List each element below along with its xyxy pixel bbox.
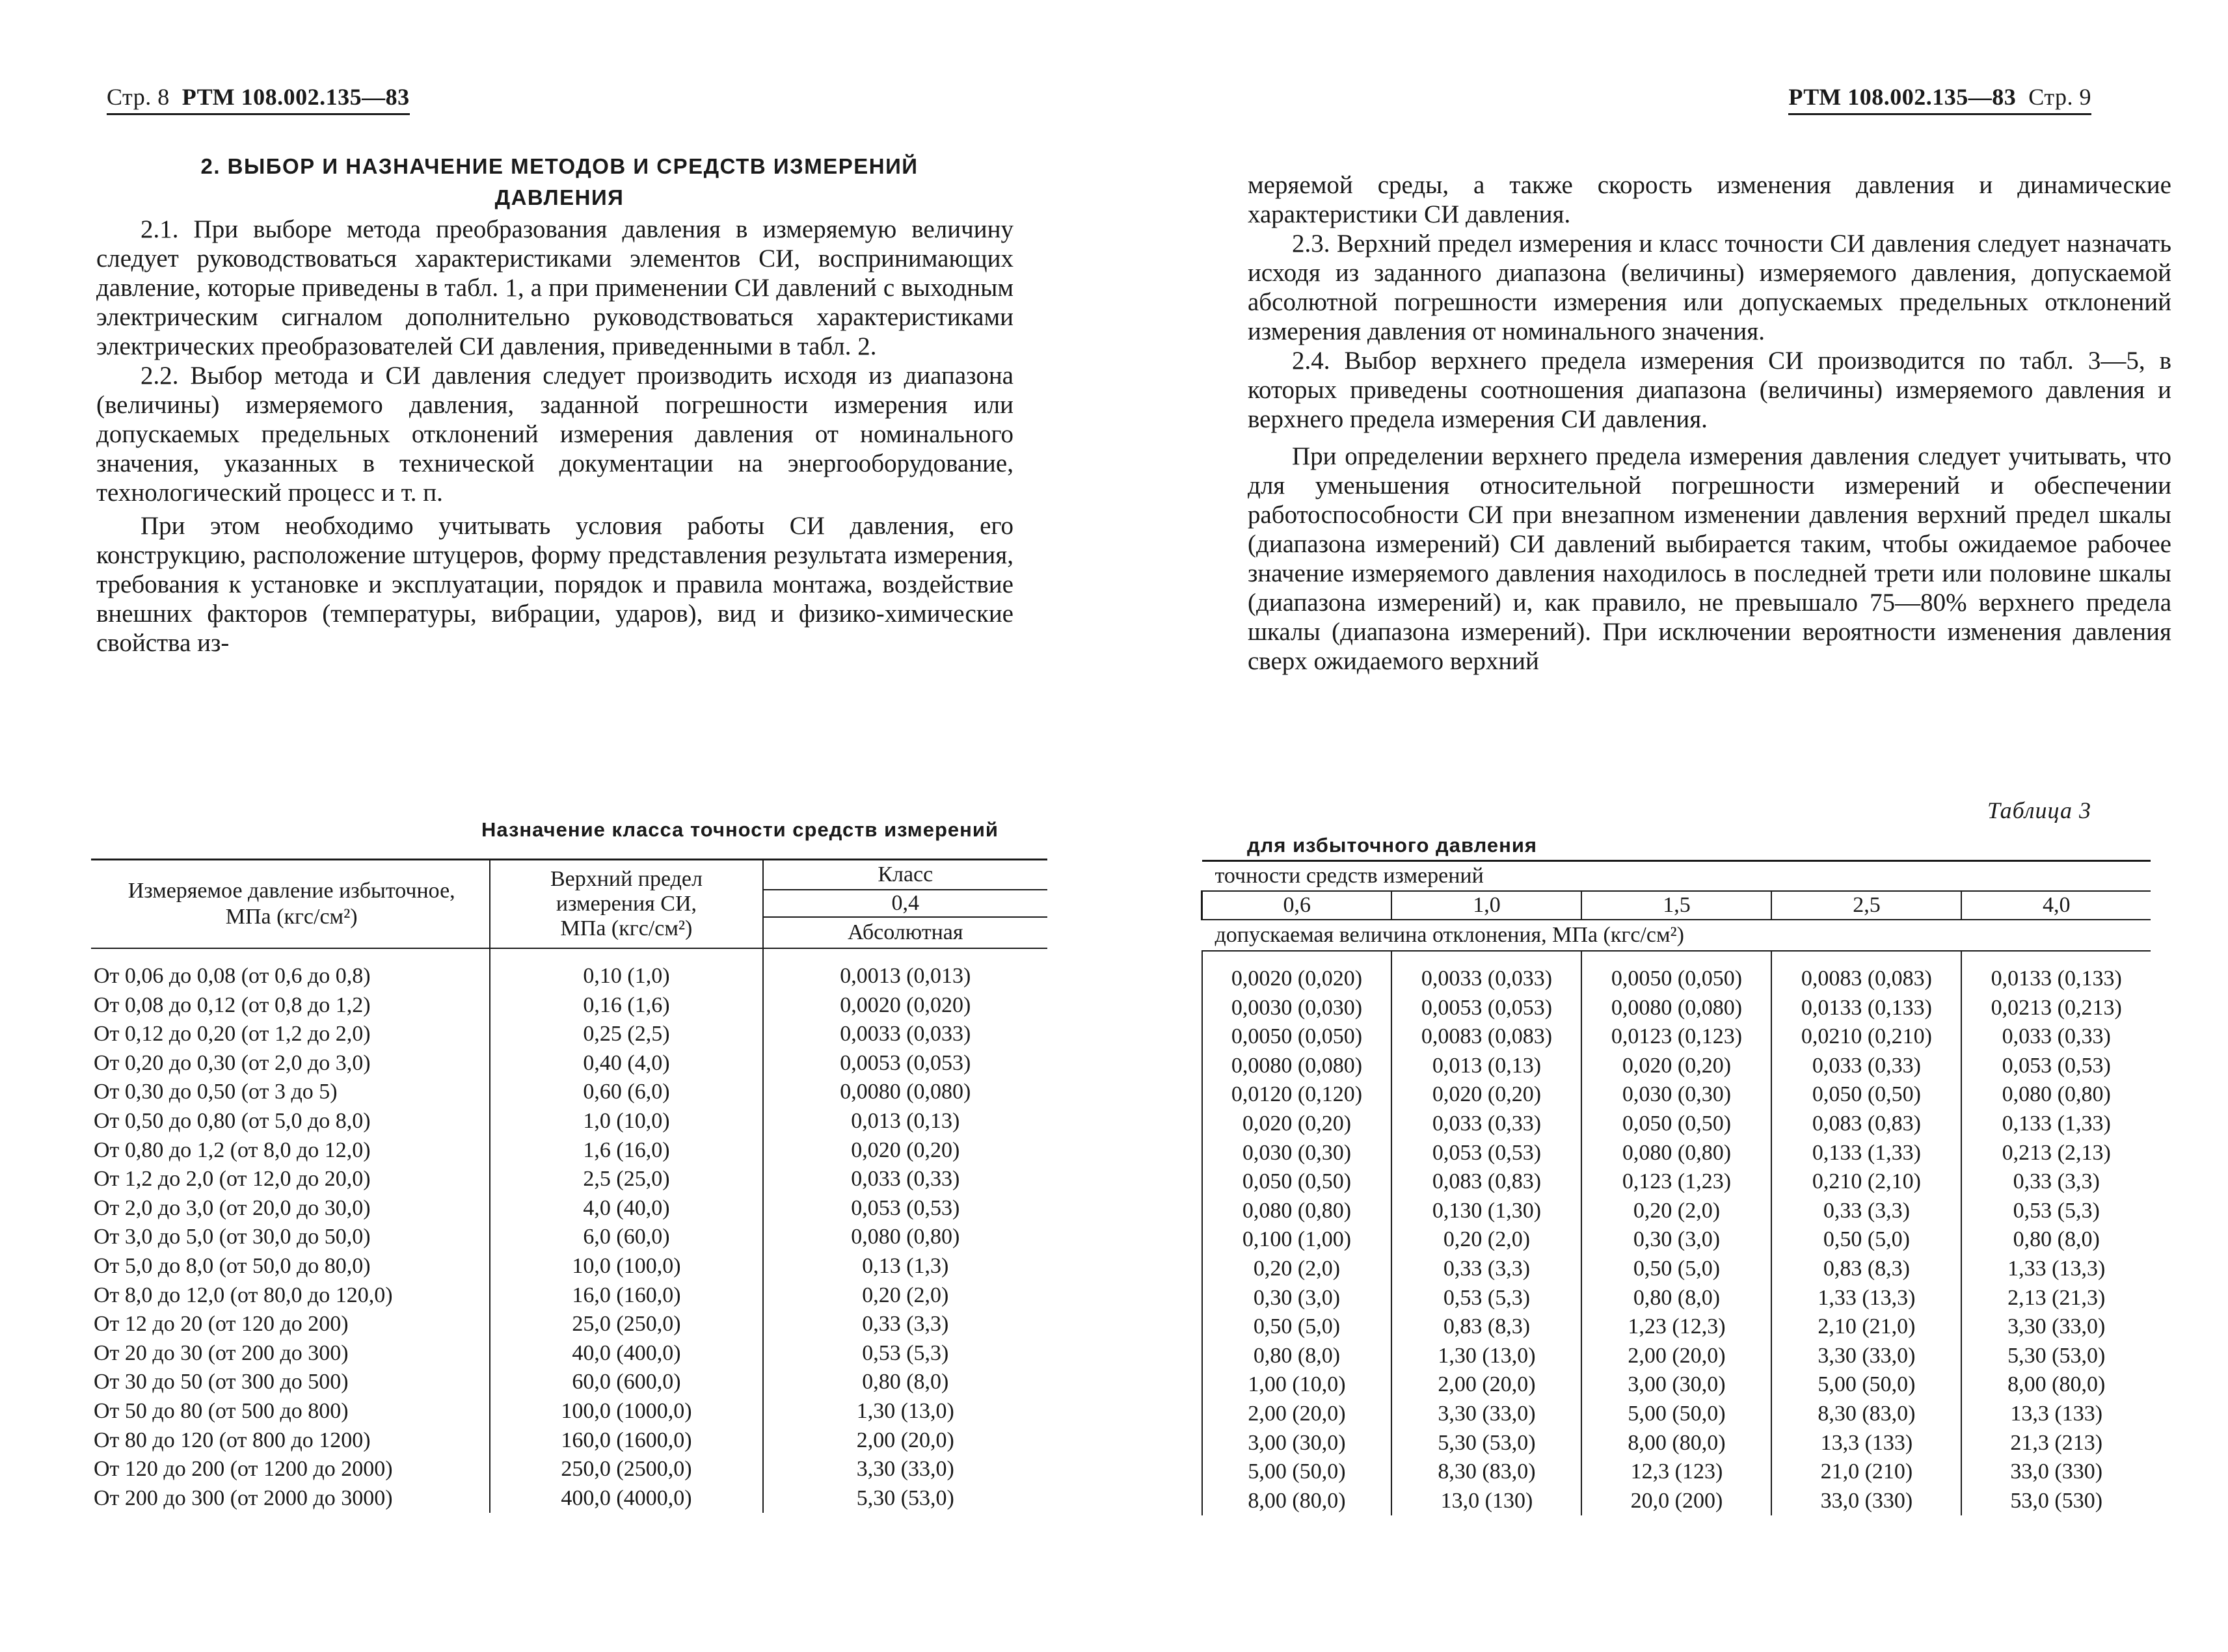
table-row bbox=[91, 1107, 1047, 1136]
deviation-cell: 0,0033 (0,033) bbox=[1391, 951, 1581, 994]
deviation-cell: 0,80 (8,0) bbox=[1202, 1342, 1392, 1371]
section-title-line-2: ДАВЛЕНИЯ bbox=[494, 185, 624, 209]
deviation-cell: 0,33 (3,3) bbox=[1961, 1167, 2151, 1197]
measured-pressure-cell: От 3,0 до 5,0 (от 30,0 до 50,0) bbox=[94, 1225, 371, 1249]
deviation-cell: 0,050 (0,50) bbox=[1771, 1080, 1961, 1110]
absolute-deviation-cell: 1,30 (13,0) bbox=[763, 1397, 1047, 1426]
deviation-cell: 0,080 (0,80) bbox=[1961, 1080, 2151, 1110]
table-label: Таблица 3 bbox=[1987, 797, 2091, 823]
table-row bbox=[1202, 1458, 2151, 1487]
deviation-cell: 1,00 (10,0) bbox=[1202, 1370, 1392, 1400]
measured-pressure-cell: От 0,20 до 0,30 (от 2,0 до 3,0) bbox=[94, 1050, 371, 1075]
absolute-deviation-cell: 0,80 (8,0) bbox=[763, 1368, 1047, 1397]
deviation-cell: 0,83 (8,3) bbox=[1391, 1312, 1581, 1342]
table-row bbox=[91, 1397, 1047, 1426]
deviation-cell: 0,0080 (0,080) bbox=[1202, 1052, 1392, 1081]
accuracy-class-table-left bbox=[91, 859, 1047, 1513]
deviation-cell: 13,3 (133) bbox=[1961, 1400, 2151, 1429]
deviation-cell: 0,083 (0,83) bbox=[1771, 1110, 1961, 1139]
absolute-deviation-cell: 0,0080 (0,080) bbox=[763, 1078, 1047, 1107]
upper-limit-cell: 4,0 (40,0) bbox=[490, 1194, 762, 1223]
deviation-cell: 0,133 (1,33) bbox=[1961, 1110, 2151, 1139]
upper-limit-cell: 60,0 (600,0) bbox=[490, 1368, 762, 1397]
table-row bbox=[91, 1078, 1047, 1107]
class-value-header: 0,4 bbox=[763, 890, 1047, 917]
deviation-cell: 33,0 (330) bbox=[1771, 1487, 1961, 1516]
deviation-cell: 0,0083 (0,083) bbox=[1771, 951, 1961, 994]
table-row bbox=[1202, 1400, 2151, 1429]
deviation-cell: 1,33 (13,3) bbox=[1961, 1255, 2151, 1284]
deviation-cell: 0,33 (3,3) bbox=[1391, 1255, 1581, 1284]
section-title bbox=[130, 151, 989, 213]
deviation-cell: 0,083 (0,83) bbox=[1391, 1167, 1581, 1197]
deviation-cell: 5,00 (50,0) bbox=[1771, 1370, 1961, 1400]
table-row bbox=[1202, 1167, 2151, 1197]
table-row bbox=[91, 1281, 1047, 1311]
paragraph: меряемой среды, а также скорость изменения давления и динамические характеристики СИ давления. bbox=[1248, 171, 2171, 228]
upper-limit-cell: 10,0 (100,0) bbox=[490, 1252, 762, 1281]
paragraph: При определении верхнего предела измерения давления следует учитывать, что для уменьшения относительной погрешности измерений и обеспечении работоспособности СИ при внезапном изменении давления верхний предел шкалы (диапазона измерений) СИ давлений выбирается таким, чтобы ожидаемое рабочее значение измеряемого давления находилось в последней трети или половине шкалы (диапазона измерений) и, как правило, не превышало 75—80% верхнего предела шкалы (диапазона измерений). При исключении вероятности изменения давления сверх ожидаемого верхний bbox=[1248, 442, 2171, 675]
col-header-class: Класс bbox=[763, 860, 1047, 890]
absolute-deviation-cell: 0,0020 (0,020) bbox=[763, 991, 1047, 1020]
left-body-text bbox=[96, 215, 1013, 658]
deviation-cell: 3,30 (33,0) bbox=[1961, 1312, 2151, 1342]
deviation-cell: 0,53 (5,3) bbox=[1961, 1197, 2151, 1226]
col-header-line: МПа (кгс/см²) bbox=[560, 916, 693, 940]
absolute-deviation-cell: 5,30 (53,0) bbox=[763, 1484, 1047, 1513]
absolute-deviation-cell: 0,0053 (0,053) bbox=[763, 1049, 1047, 1078]
table-row bbox=[1202, 1080, 2151, 1110]
table-row bbox=[1202, 1255, 2151, 1284]
deviation-cell: 2,00 (20,0) bbox=[1581, 1342, 1771, 1371]
deviation-cell: 0,133 (1,33) bbox=[1771, 1139, 1961, 1168]
col-header-absolute: Абсолютная bbox=[763, 917, 1047, 948]
deviation-cell: 8,00 (80,0) bbox=[1202, 1487, 1392, 1516]
col-header-line: Измеряемое давление избыточное, bbox=[128, 879, 455, 903]
table-row bbox=[1202, 1022, 2151, 1052]
measured-pressure-cell: От 0,06 до 0,08 (от 0,6 до 0,8) bbox=[94, 964, 371, 988]
deviation-cell: 2,10 (21,0) bbox=[1771, 1312, 1961, 1342]
deviation-cell: 0,030 (0,30) bbox=[1581, 1080, 1771, 1110]
measured-pressure-cell: От 2,0 до 3,0 (от 20,0 до 30,0) bbox=[94, 1195, 371, 1220]
upper-limit-cell: 16,0 (160,0) bbox=[490, 1281, 762, 1311]
col-header-upper-limit bbox=[490, 860, 762, 949]
deviation-cell: 2,13 (21,3) bbox=[1961, 1284, 2151, 1313]
deviation-cell: 0,0083 (0,083) bbox=[1391, 1022, 1581, 1052]
deviation-cell: 0,020 (0,20) bbox=[1202, 1110, 1392, 1139]
class-header-cell: 0,6 bbox=[1202, 891, 1392, 920]
table-row bbox=[91, 1455, 1047, 1484]
page-number: Стр. 9 bbox=[2028, 84, 2091, 110]
deviation-cell: 0,030 (0,30) bbox=[1202, 1139, 1392, 1168]
deviation-cell: 0,210 (2,10) bbox=[1771, 1167, 1961, 1197]
deviation-cell: 0,213 (2,13) bbox=[1961, 1139, 2151, 1168]
deviation-cell: 0,20 (2,0) bbox=[1202, 1255, 1392, 1284]
col-header-line: МПа (кгс/см²) bbox=[225, 905, 358, 929]
deviation-cell: 0,123 (1,23) bbox=[1581, 1167, 1771, 1197]
measured-pressure-cell: От 8,0 до 12,0 (от 80,0 до 120,0) bbox=[94, 1283, 393, 1307]
absolute-deviation-cell: 0,080 (0,80) bbox=[763, 1223, 1047, 1252]
deviation-cell: 0,80 (8,0) bbox=[1961, 1225, 2151, 1255]
table-row bbox=[1202, 1139, 2151, 1168]
page-number: Стр. 8 bbox=[107, 84, 170, 110]
table-row bbox=[91, 1484, 1047, 1513]
table-row bbox=[91, 1426, 1047, 1456]
deviation-cell: 0,0080 (0,080) bbox=[1581, 994, 1771, 1023]
deviation-cell: 0,0050 (0,050) bbox=[1202, 1022, 1392, 1052]
right-page-header bbox=[1788, 83, 2091, 115]
deviation-cell: 12,3 (123) bbox=[1581, 1458, 1771, 1487]
deviation-cell: 1,23 (12,3) bbox=[1581, 1312, 1771, 1342]
table-row bbox=[1202, 1197, 2151, 1226]
measured-pressure-cell: От 120 до 200 (от 1200 до 2000) bbox=[94, 1457, 393, 1482]
deviation-cell: 1,30 (13,0) bbox=[1391, 1342, 1581, 1371]
absolute-deviation-cell: 0,0033 (0,033) bbox=[763, 1020, 1047, 1049]
table-row bbox=[91, 1368, 1047, 1397]
absolute-deviation-cell: 0,53 (5,3) bbox=[763, 1339, 1047, 1368]
deviation-cell: 0,050 (0,50) bbox=[1581, 1110, 1771, 1139]
table-row bbox=[1202, 1312, 2151, 1342]
deviation-cell: 0,0123 (0,123) bbox=[1581, 1022, 1771, 1052]
deviation-cell: 0,020 (0,20) bbox=[1391, 1080, 1581, 1110]
measured-pressure-cell: От 1,2 до 2,0 (от 12,0 до 20,0) bbox=[94, 1167, 371, 1192]
deviation-cell: 0,20 (2,0) bbox=[1391, 1225, 1581, 1255]
deviation-cell: 5,30 (53,0) bbox=[1961, 1342, 2151, 1371]
measured-pressure-cell: От 0,08 до 0,12 (от 0,8 до 1,2) bbox=[94, 993, 371, 1017]
deviation-cell: 8,30 (83,0) bbox=[1391, 1458, 1581, 1487]
absolute-deviation-cell: 0,33 (3,3) bbox=[763, 1310, 1047, 1339]
absolute-deviation-cell: 0,033 (0,33) bbox=[763, 1165, 1047, 1194]
table-caption: для избыточного давления bbox=[1247, 834, 1537, 857]
left-table-body bbox=[91, 948, 1047, 1513]
deviation-cell: 0,30 (3,0) bbox=[1202, 1284, 1392, 1313]
absolute-deviation-cell: 0,020 (0,20) bbox=[763, 1136, 1047, 1166]
table-row bbox=[1202, 994, 2151, 1023]
deviation-cell: 33,0 (330) bbox=[1961, 1458, 2151, 1487]
deviation-cell: 0,020 (0,20) bbox=[1581, 1052, 1771, 1081]
class-header-cell: 4,0 bbox=[1961, 891, 2151, 920]
deviation-cell: 3,30 (33,0) bbox=[1391, 1400, 1581, 1429]
paragraph: При этом необходимо учитывать условия работы СИ давления, его конструкцию, расположение штуцеров, форму представления результата измерения, требования к установке и эксплуатации, порядок и правила монтажа, воздействие внешних факторов (температуры, вибрации, ударов), вид и физико-химические свойства из- bbox=[96, 512, 1013, 657]
absolute-deviation-cell: 0,0013 (0,013) bbox=[763, 948, 1047, 991]
deviation-cell: 3,00 (30,0) bbox=[1581, 1370, 1771, 1400]
absolute-deviation-cell: 0,053 (0,53) bbox=[763, 1194, 1047, 1223]
col-header-measured bbox=[91, 860, 490, 949]
section-title-line-1: 2. ВЫБОР И НАЗНАЧЕНИЕ МЕТОДОВ И СРЕДСТВ ИЗМЕРЕНИЙ bbox=[200, 154, 919, 178]
deviation-cell: 8,00 (80,0) bbox=[1961, 1370, 2151, 1400]
measured-pressure-cell: От 20 до 30 (от 200 до 300) bbox=[94, 1340, 349, 1365]
deviation-cell: 0,50 (5,0) bbox=[1202, 1312, 1392, 1342]
measured-pressure-cell: От 5,0 до 8,0 (от 50,0 до 80,0) bbox=[94, 1253, 371, 1278]
table-row bbox=[1202, 1225, 2151, 1255]
table-caption: Назначение класса точности средств измерений bbox=[481, 818, 999, 841]
upper-limit-cell: 400,0 (4000,0) bbox=[490, 1484, 762, 1513]
deviation-cell: 0,053 (0,53) bbox=[1391, 1139, 1581, 1168]
class-header-row bbox=[1202, 891, 2151, 920]
upper-limit-cell: 25,0 (250,0) bbox=[490, 1310, 762, 1339]
table-row bbox=[1202, 1052, 2151, 1081]
deviation-cell: 0,83 (8,3) bbox=[1771, 1255, 1961, 1284]
upper-limit-cell: 0,16 (1,6) bbox=[490, 991, 762, 1020]
deviation-cell: 5,00 (50,0) bbox=[1581, 1400, 1771, 1429]
col-header-line: измерения СИ, bbox=[556, 892, 697, 916]
measured-pressure-cell: От 200 до 300 (от 2000 до 3000) bbox=[94, 1485, 393, 1510]
upper-limit-cell: 40,0 (400,0) bbox=[490, 1339, 762, 1368]
table-row bbox=[91, 1194, 1047, 1223]
left-page-header bbox=[107, 83, 410, 115]
col-header-line: Верхний предел bbox=[550, 867, 703, 891]
measured-pressure-cell: От 30 до 50 (от 300 до 500) bbox=[94, 1370, 349, 1394]
paragraph: 2.4. Выбор верхнего предела измерения СИ производится по табл. 3—5, в которых приведены соотношения диапазона (величины) измеряемого давления и верхнего предела измерения СИ давления. bbox=[1248, 347, 2171, 433]
deviation-cell: 0,080 (0,80) bbox=[1202, 1197, 1392, 1226]
table-row bbox=[1202, 1342, 2151, 1371]
deviation-cell: 0,033 (0,33) bbox=[1961, 1022, 2151, 1052]
upper-limit-cell: 0,10 (1,0) bbox=[490, 948, 762, 991]
deviation-cell: 21,3 (213) bbox=[1961, 1429, 2151, 1458]
right-table-body bbox=[1202, 951, 2151, 1515]
deviation-cell: 21,0 (210) bbox=[1771, 1458, 1961, 1487]
right-body-text bbox=[1248, 170, 2171, 676]
upper-limit-cell: 6,0 (60,0) bbox=[490, 1223, 762, 1252]
table-row bbox=[91, 1223, 1047, 1252]
absolute-deviation-cell: 0,013 (0,13) bbox=[763, 1107, 1047, 1136]
header-deviation: допускаемая величина отклонения, МПа (кгс/см²) bbox=[1202, 920, 2151, 951]
table-row bbox=[1202, 1284, 2151, 1313]
paragraph: 2.2. Выбор метода и СИ давления следует производить исходя из диапазона (величины) измеряемого давления, заданной погрешности измерения или допускаемых предельных отклонений измерения давления от номинального значения, указанных в технической документации на энергооборудование, технологический процесс и т. п. bbox=[96, 362, 1013, 507]
table-row bbox=[91, 1252, 1047, 1281]
measured-pressure-cell: От 0,80 до 1,2 (от 8,0 до 12,0) bbox=[94, 1138, 371, 1162]
deviation-cell: 8,30 (83,0) bbox=[1771, 1400, 1961, 1429]
deviation-cell: 0,80 (8,0) bbox=[1581, 1284, 1771, 1313]
doc-code: РТМ 108.002.135—83 bbox=[181, 84, 410, 110]
deviation-cell: 3,00 (30,0) bbox=[1202, 1429, 1392, 1458]
deviation-cell: 0,0020 (0,020) bbox=[1202, 951, 1392, 994]
measured-pressure-cell: От 0,50 до 0,80 (от 5,0 до 8,0) bbox=[94, 1108, 371, 1133]
measured-pressure-cell: От 80 до 120 (от 800 до 1200) bbox=[94, 1428, 371, 1452]
table-row bbox=[91, 1136, 1047, 1166]
deviation-cell: 0,130 (1,30) bbox=[1391, 1197, 1581, 1226]
table-row bbox=[91, 1020, 1047, 1049]
deviation-cell: 1,33 (13,3) bbox=[1771, 1284, 1961, 1313]
table-row bbox=[1202, 1487, 2151, 1516]
table-row bbox=[91, 1165, 1047, 1194]
deviation-cell: 5,00 (50,0) bbox=[1202, 1458, 1392, 1487]
deviation-cell: 0,0030 (0,030) bbox=[1202, 994, 1392, 1023]
upper-limit-cell: 160,0 (1600,0) bbox=[490, 1426, 762, 1456]
deviation-cell: 0,30 (3,0) bbox=[1581, 1225, 1771, 1255]
table-row bbox=[91, 948, 1047, 991]
table-row bbox=[91, 1049, 1047, 1078]
deviation-cell: 0,0210 (0,210) bbox=[1771, 1022, 1961, 1052]
deviation-cell: 0,033 (0,33) bbox=[1391, 1110, 1581, 1139]
upper-limit-cell: 0,60 (6,0) bbox=[490, 1078, 762, 1107]
deviation-cell: 0,20 (2,0) bbox=[1581, 1197, 1771, 1226]
class-header-cell: 2,5 bbox=[1771, 891, 1961, 920]
deviation-cell: 53,0 (530) bbox=[1961, 1487, 2151, 1516]
upper-limit-cell: 1,6 (16,0) bbox=[490, 1136, 762, 1166]
upper-limit-cell: 100,0 (1000,0) bbox=[490, 1397, 762, 1426]
deviation-cell: 0,033 (0,33) bbox=[1771, 1052, 1961, 1081]
upper-limit-cell: 0,25 (2,5) bbox=[490, 1020, 762, 1049]
deviation-cell: 0,100 (1,00) bbox=[1202, 1225, 1392, 1255]
measured-pressure-cell: От 0,30 до 0,50 (от 3 до 5) bbox=[94, 1080, 338, 1104]
accuracy-class-table-right bbox=[1201, 860, 2151, 1515]
deviation-cell: 5,30 (53,0) bbox=[1391, 1429, 1581, 1458]
deviation-cell: 0,053 (0,53) bbox=[1961, 1052, 2151, 1081]
table-row bbox=[1202, 1429, 2151, 1458]
upper-limit-cell: 0,40 (4,0) bbox=[490, 1049, 762, 1078]
measured-pressure-cell: От 12 до 20 (от 120 до 200) bbox=[94, 1312, 349, 1337]
absolute-deviation-cell: 2,00 (20,0) bbox=[763, 1426, 1047, 1456]
deviation-cell: 0,0050 (0,050) bbox=[1581, 951, 1771, 994]
deviation-cell: 8,00 (80,0) bbox=[1581, 1429, 1771, 1458]
measured-pressure-cell: От 0,12 до 0,20 (от 1,2 до 2,0) bbox=[94, 1022, 371, 1046]
paragraph: 2.1. При выборе метода преобразования давления в измеряемую величину следует руководствоваться характеристиками элементов СИ, воспринимающих давление, которые приведены в табл. 1, а при применении СИ давлений с выходным электрическим сигналом дополнительно руководствоваться характеристиками электрических преобразователей СИ давления, приведенными в табл. 2. bbox=[96, 215, 1013, 360]
upper-limit-cell: 2,5 (25,0) bbox=[490, 1165, 762, 1194]
deviation-cell: 2,00 (20,0) bbox=[1391, 1370, 1581, 1400]
deviation-cell: 0,0053 (0,053) bbox=[1391, 994, 1581, 1023]
table-row bbox=[1202, 1110, 2151, 1139]
class-header-cell: 1,0 bbox=[1391, 891, 1581, 920]
paragraph: 2.3. Верхний предел измерения и класс точности СИ давления следует назначать исходя из заданного диапазона (величины) измеряемого давления, допускаемой абсолютной погрешности измерения или допускаемых предельных отклонений измерения давления от номинального значения. bbox=[1248, 230, 2171, 345]
header-accuracy: точности средств измерений bbox=[1202, 861, 2151, 892]
doc-code: РТМ 108.002.135—83 bbox=[1788, 84, 2017, 110]
table-row bbox=[91, 1339, 1047, 1368]
deviation-cell: 0,0120 (0,120) bbox=[1202, 1080, 1392, 1110]
deviation-cell: 0,50 (5,0) bbox=[1771, 1225, 1961, 1255]
deviation-cell: 2,00 (20,0) bbox=[1202, 1400, 1392, 1429]
absolute-deviation-cell: 0,13 (1,3) bbox=[763, 1252, 1047, 1281]
deviation-cell: 20,0 (200) bbox=[1581, 1487, 1771, 1516]
absolute-deviation-cell: 0,20 (2,0) bbox=[763, 1281, 1047, 1311]
table-row bbox=[1202, 951, 2151, 994]
deviation-cell: 13,3 (133) bbox=[1771, 1429, 1961, 1458]
deviation-cell: 0,50 (5,0) bbox=[1581, 1255, 1771, 1284]
deviation-cell: 0,0213 (0,213) bbox=[1961, 994, 2151, 1023]
deviation-cell: 0,0133 (0,133) bbox=[1771, 994, 1961, 1023]
upper-limit-cell: 250,0 (2500,0) bbox=[490, 1455, 762, 1484]
deviation-cell: 0,080 (0,80) bbox=[1581, 1139, 1771, 1168]
deviation-cell: 0,0133 (0,133) bbox=[1961, 951, 2151, 994]
upper-limit-cell: 1,0 (10,0) bbox=[490, 1107, 762, 1136]
deviation-cell: 0,013 (0,13) bbox=[1391, 1052, 1581, 1081]
deviation-cell: 0,050 (0,50) bbox=[1202, 1167, 1392, 1197]
deviation-cell: 3,30 (33,0) bbox=[1771, 1342, 1961, 1371]
class-header-cell: 1,5 bbox=[1581, 891, 1771, 920]
deviation-cell: 0,53 (5,3) bbox=[1391, 1284, 1581, 1313]
deviation-cell: 0,33 (3,3) bbox=[1771, 1197, 1961, 1226]
table-row bbox=[91, 1310, 1047, 1339]
absolute-deviation-cell: 3,30 (33,0) bbox=[763, 1455, 1047, 1484]
deviation-cell: 13,0 (130) bbox=[1391, 1487, 1581, 1516]
table-row bbox=[91, 991, 1047, 1020]
table-row bbox=[1202, 1370, 2151, 1400]
measured-pressure-cell: От 50 до 80 (от 500 до 800) bbox=[94, 1398, 349, 1423]
